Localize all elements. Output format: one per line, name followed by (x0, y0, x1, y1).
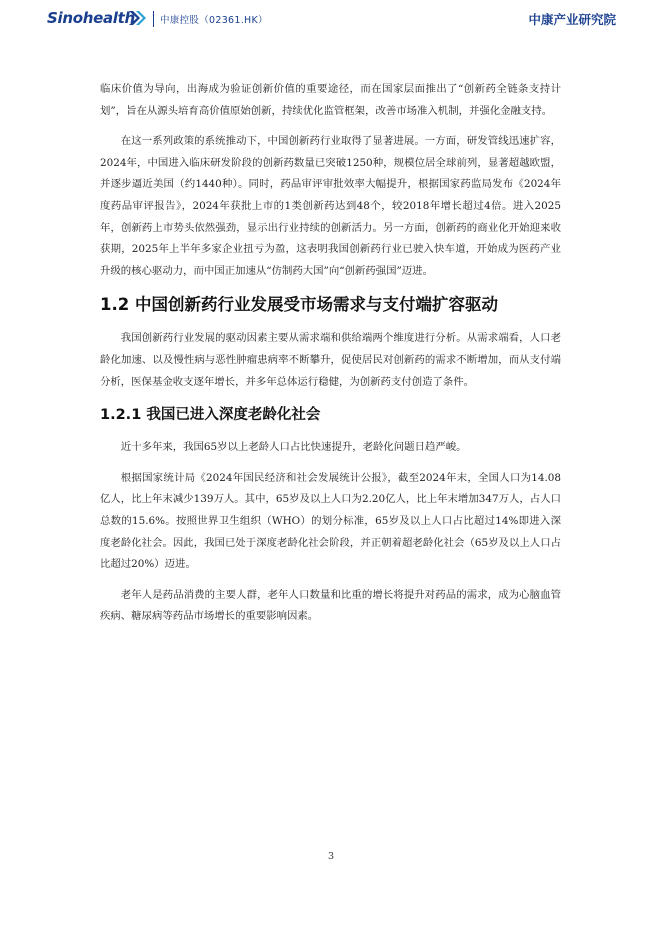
section-heading-1-2-1: 1.2.1 我国已进入深度老龄化社会 (100, 407, 321, 424)
sinohealth-logo-text: Sinohealth (47, 9, 135, 27)
sinohealth-logo-icon (128, 9, 146, 27)
header-divider (153, 11, 154, 27)
paragraph-aging-trend: 近十多年来，我国65岁以上老龄人口占比快速提升，老龄化问题日趋严峻。 (120, 441, 467, 454)
company-name: 中康控股（02361.HK） (160, 15, 268, 26)
paragraph-policy-continued: 临床价值为导向，出海成为验证创新价值的重要途径，而在国家层面推出了“创新药全链条支持计划”，旨在从源头培育高价值原始创新，持续优化监管框架，改善市场准入机制，并强化金融支持。 (100, 83, 561, 117)
paragraph-elderly-demand: 老年人是药品消费的主要人群，老年人口数量和比重的增长将提升对药品的需求，成为心脑血管疾病、糖尿病等药品市场增长的重要影响因素。 (100, 588, 561, 623)
institute-name: 中康产业研究院 (528, 12, 616, 27)
paragraph-industry-progress: 在这一系列政策的系统推动下，中国创新药行业取得了显著进展。一方面，研发管线迅速扩容，2024年，中国进入临床研发阶段的创新药数量已突破1250种，规模位居全球前列，显著超越欧盟，并逐步逼近美国（约1440种）。同时，药品审评审批效率大幅提升，根据国家药监局发布《2024年度药品审评报告》，2024年获批上市的1类创新药达到48个，较2018年增长超过4倍。进入2025年，创新药上市势头依然强劲，显示出行业持续的创新活力。另一方面，创新药的商业化开始迎来收获期，2025年上半年多家企业扭亏为盈，这表明我国创新药行业已驶入快车道，开始成为医药产业升级的核心驱动力，而中国正加速从“仿制药大国”向“创新药强国”迈进。 (100, 135, 561, 277)
page-header (0, 0, 662, 40)
section-heading-1-2: 1.2 中国创新药行业发展受市场需求与支付端扩容驱动 (100, 295, 498, 315)
paragraph-population-stats: 根据国家统计局《2024年国民经济和社会发展统计公报》，截至2024年末，全国人口为14.08亿人，比上年末减少139万人。其中，65岁及以上人口为2.20亿人，比上年末增加347万人，占人口总数的15.6%。按照世界卫生组织（WHO）的划分标准，65岁及以上人口占比超过14%即进入深度老龄化社会。因此，我国已处于深度老龄化社会阶段，并正朝着超老龄化社会（65岁及以上人口占比超过20%）迈进。 (100, 471, 561, 571)
page-number: 3 (327, 851, 335, 862)
paragraph-drivers: 我国创新药行业发展的驱动因素主要从需求端和供给端两个维度进行分析。从需求端看，人口老龄化加速、以及慢性病与恶性肿瘤患病率不断攀升，促使居民对创新药的需求不断增加，而从支付端分析，医保基金收支逐年增长，并多年总体运行稳健，为创新药支付创造了条件。 (100, 332, 561, 388)
page-body (100, 79, 561, 628)
